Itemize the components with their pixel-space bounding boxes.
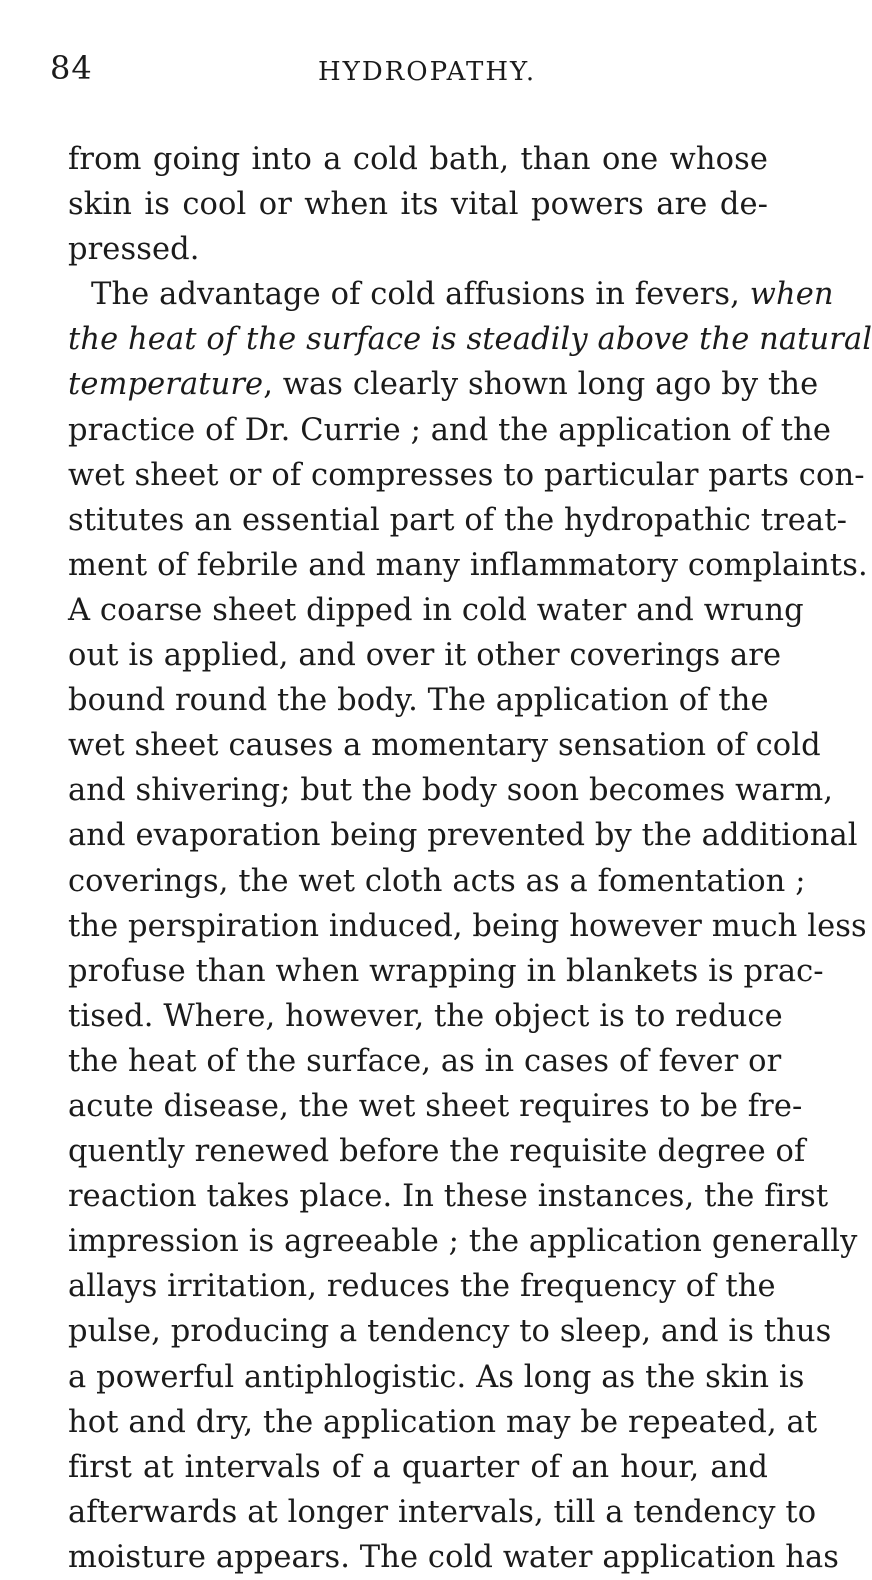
text-line-21: the heat of the surface, as in cases of fever or bbox=[68, 1043, 782, 1079]
text-line-20: tised. Where, however, the object is to reduce bbox=[68, 998, 783, 1034]
text-line-8: wet sheet or of compresses to particular parts con- bbox=[68, 457, 865, 493]
text-line-5: the heat of the surface is steadily above the natural bbox=[68, 322, 872, 358]
text-line-23: quently renewed before the requisite degree of bbox=[68, 1134, 806, 1170]
page-number: 84 bbox=[50, 49, 93, 87]
text-line-19: profuse than when wrapping in blankets is prac- bbox=[68, 953, 824, 989]
running-title: HYDROPATHY. bbox=[318, 57, 537, 87]
text-line-12: out is applied, and over it other coverings are bbox=[68, 638, 782, 674]
text-line-4: The advantage of cold affusions in fevers, when bbox=[91, 277, 834, 313]
text-line-24: reaction takes place. In these instances, the first bbox=[68, 1179, 829, 1215]
text-line-30: first at intervals of a quarter of an hour, and bbox=[68, 1449, 768, 1485]
text-line-29: hot and dry, the application may be repeated, at bbox=[68, 1404, 818, 1440]
text-line-3: pressed. bbox=[68, 232, 200, 268]
text-line-6: temperature, was clearly shown long ago by the bbox=[68, 367, 819, 403]
text-line-28: a powerful antiphlogistic. As long as the skin is bbox=[68, 1359, 805, 1395]
text-line-18: the perspiration induced, being however much less bbox=[68, 908, 867, 944]
text-line-13: bound round the body. The application of the bbox=[68, 683, 769, 719]
text-line-7: practice of Dr. Currie ; and the application of the bbox=[68, 412, 832, 448]
text-line-15: and shivering; but the body soon becomes warm, bbox=[68, 773, 834, 809]
text-line-22: acute disease, the wet sheet requires to be fre- bbox=[68, 1088, 803, 1124]
text-line-14: wet sheet causes a momentary sensation of cold bbox=[68, 728, 821, 764]
text-line-27: pulse, producing a tendency to sleep, and is thus bbox=[68, 1314, 832, 1350]
text-line-10: ment of febrile and many inflammatory complaints. bbox=[68, 547, 868, 583]
text-line-1: from going into a cold bath, than one whose bbox=[68, 142, 768, 177]
text-line-2: skin is cool or when its vital powers are de- bbox=[68, 187, 768, 223]
text-line-11: A coarse sheet dipped in cold water and wrung bbox=[68, 592, 804, 628]
text-line-32: moisture appears. The cold water application has bbox=[68, 1539, 840, 1575]
page-header bbox=[0, 48, 800, 88]
text-line-25: impression is agreeable ; the application generally bbox=[68, 1224, 858, 1260]
text-line-31: afterwards at longer intervals, till a tendency to bbox=[68, 1494, 817, 1530]
text-line-17: coverings, the wet cloth acts as a fomentation ; bbox=[68, 863, 806, 899]
text-line-9: stitutes an essential part of the hydropathic treat- bbox=[68, 502, 847, 538]
text-line-26: allays irritation, reduces the frequency of the bbox=[68, 1269, 776, 1305]
body-text bbox=[68, 137, 872, 1580]
text-line-16: and evaporation being prevented by the additional bbox=[68, 818, 858, 854]
